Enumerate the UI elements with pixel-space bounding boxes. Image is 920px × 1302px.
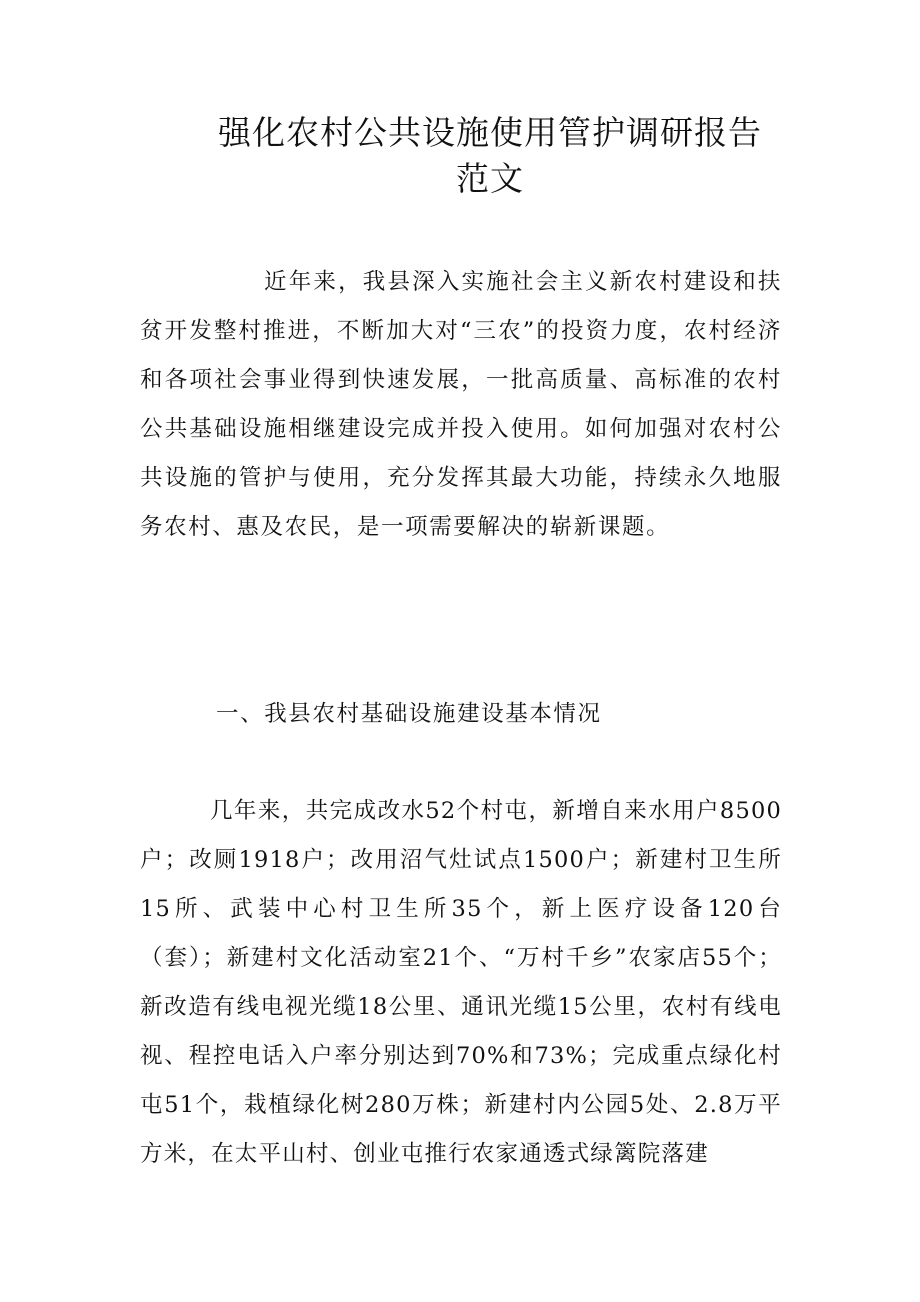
section-1-paragraph: 几年来，共完成改水52个村屯，新增自来水用户8500户；改厕1918户；改用沼气灶试点1500户；新建村卫生所15所、武装中心村卫生所35个，新上医疗设备120台（套）；新建村文化活动室21个、“万村千乡”农家店55个；新改造有线电视光缆18公里、通讯光缆15公里，农村有线电视、程控电话入户率分别达到70%和73%；完成重点绿化村屯51个，栽植绿化树280万株；新建村内公园5处、2.8万平方米，在太平山村、创业屯推行农家通透式绿篱院落建 bbox=[140, 798, 782, 1167]
intro-paragraph: 近年来，我县深入实施社会主义新农村建设和扶贫开发整村推进，不断加大对“三农”的投资力度，农村经济和各项社会事业得到快速发展，一批高质量、高标准的农村公共基础设施相继建设完成并投入使用。如何加强对农村公共设施的管护与使用，充分发挥其最大功能，持续永久地服务农村、惠及农民，是一项需要解决的崭新课题。 bbox=[140, 269, 782, 540]
section-1-heading: 一、我县农村基础设施建设基本情况 bbox=[216, 701, 602, 727]
title-line-1: 强化农村公共设施使用管护调研报告 bbox=[218, 113, 762, 152]
document-title bbox=[140, 110, 840, 202]
title-line-2: 范文 bbox=[456, 159, 524, 198]
